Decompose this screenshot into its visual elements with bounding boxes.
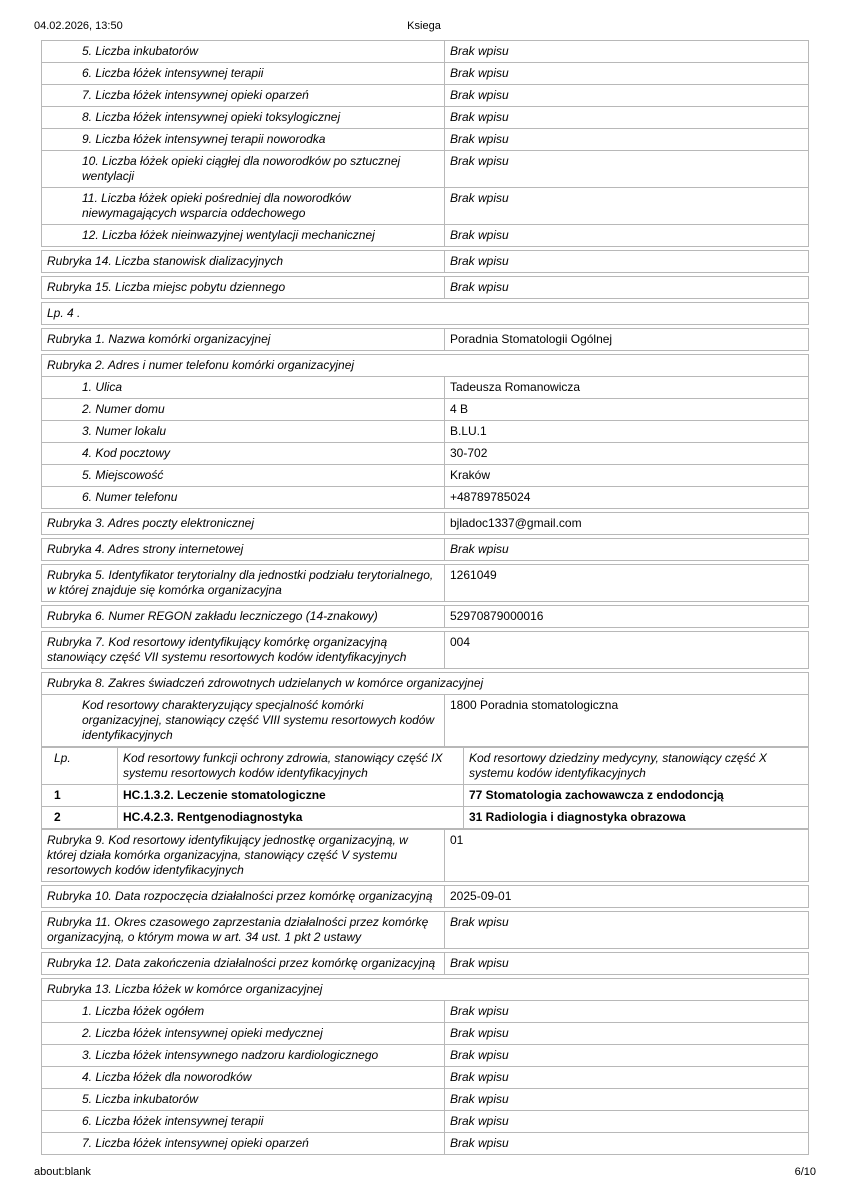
- field-value: Brak wpisu: [445, 107, 809, 129]
- field-label: Kod resortowy charakteryzujący specjalność komórki organizacyjnej, stanowiący część VIII systemu resortowych kodów identyfikacyjnych: [42, 695, 445, 747]
- field-row: [42, 151, 809, 188]
- field-label: Rubryka 5. Identyfikator terytorialny dla jednostki podziału terytorialnego, w której znajduje się komórka organizacyjna: [42, 565, 445, 602]
- field-label: 1. Liczba łóżek ogółem: [42, 1001, 445, 1023]
- services-row-lp: 2: [42, 807, 118, 829]
- field-row: [42, 399, 809, 421]
- field-label: Rubryka 4. Adres strony internetowej: [42, 539, 445, 561]
- field-row: [42, 41, 809, 63]
- field-row: [42, 487, 809, 509]
- field-row: [42, 251, 809, 273]
- field-label: 11. Liczba łóżek opieki pośredniej dla noworodków niewymagających wsparcia oddechowego: [42, 188, 445, 225]
- field-row: [42, 1133, 809, 1155]
- page-number: 6/10: [794, 1166, 816, 1178]
- field-label: Rubryka 3. Adres poczty elektronicznej: [42, 513, 445, 535]
- field-label: 2. Numer domu: [42, 399, 445, 421]
- field-value: Brak wpisu: [445, 1089, 809, 1111]
- field-value: Tadeusza Romanowicza: [445, 377, 809, 399]
- services-header-lp: Lp.: [42, 748, 118, 785]
- field-label: 5. Liczba inkubatorów: [42, 41, 445, 63]
- section-header-row: [42, 355, 809, 377]
- field-row: [42, 830, 809, 882]
- field-row: [42, 377, 809, 399]
- register-document: [41, 40, 808, 1155]
- field-value: B.LU.1: [445, 421, 809, 443]
- services-row-function: HC.1.3.2. Leczenie stomatologiczne: [118, 785, 464, 807]
- field-row: [42, 63, 809, 85]
- services-row-function: HC.4.2.3. Rentgenodiagnostyka: [118, 807, 464, 829]
- field-value: bjladoc1337@gmail.com: [445, 513, 809, 535]
- field-label: 3. Numer lokalu: [42, 421, 445, 443]
- field-label: 1. Ulica: [42, 377, 445, 399]
- services-table: [41, 747, 809, 829]
- field-value: Brak wpisu: [445, 225, 809, 247]
- field-row: [42, 129, 809, 151]
- register-table-bottom: [41, 829, 809, 1155]
- field-row: [42, 1089, 809, 1111]
- field-label: 7. Liczba łóżek intensywnej opieki oparzeń: [42, 1133, 445, 1155]
- section-title: Lp. 4 .: [42, 303, 809, 325]
- section-header-row: [42, 673, 809, 695]
- field-row: [42, 443, 809, 465]
- field-value: Brak wpisu: [445, 1023, 809, 1045]
- services-header-medicine-code: Kod resortowy dziedziny medycyny, stanowiący część X systemu kodów identyfikacyjnych: [464, 748, 809, 785]
- field-label: 4. Liczba łóżek dla noworodków: [42, 1067, 445, 1089]
- field-value: Brak wpisu: [445, 277, 809, 299]
- field-value: Brak wpisu: [445, 85, 809, 107]
- field-row: [42, 1023, 809, 1045]
- section-title: Rubryka 2. Adres i numer telefonu komórki organizacyjnej: [42, 355, 809, 377]
- field-label: Rubryka 14. Liczba stanowisk dializacyjnych: [42, 251, 445, 273]
- section-header-row: [42, 979, 809, 1001]
- field-value: Brak wpisu: [445, 953, 809, 975]
- field-label: 3. Liczba łóżek intensywnego nadzoru kardiologicznego: [42, 1045, 445, 1067]
- field-label: 5. Miejscowość: [42, 465, 445, 487]
- field-value: Brak wpisu: [445, 1133, 809, 1155]
- services-row: [42, 807, 809, 829]
- field-row: [42, 1067, 809, 1089]
- field-row: [42, 85, 809, 107]
- field-label: 4. Kod pocztowy: [42, 443, 445, 465]
- field-value: 2025-09-01: [445, 886, 809, 908]
- field-label: Rubryka 7. Kod resortowy identyfikujący komórkę organizacyjną stanowiący część VII systemu resortowych kodów identyfikacyjnych: [42, 632, 445, 669]
- field-value: 004: [445, 632, 809, 669]
- field-value: Brak wpisu: [445, 251, 809, 273]
- field-value: 4 B: [445, 399, 809, 421]
- field-label: 12. Liczba łóżek nieinwazyjnej wentylacji mechanicznej: [42, 225, 445, 247]
- field-value: 52970879000016: [445, 606, 809, 628]
- services-header-function-code: Kod resortowy funkcji ochrony zdrowia, stanowiący część IX systemu resortowych kodów identyfikacyjnych: [118, 748, 464, 785]
- field-row: [42, 695, 809, 747]
- field-value: Brak wpisu: [445, 151, 809, 188]
- field-label: 6. Liczba łóżek intensywnej terapii: [42, 63, 445, 85]
- field-row: [42, 539, 809, 561]
- field-label: 9. Liczba łóżek intensywnej terapii noworodka: [42, 129, 445, 151]
- field-label: Rubryka 10. Data rozpoczęcia działalności przez komórkę organizacyjną: [42, 886, 445, 908]
- field-row: [42, 421, 809, 443]
- field-label: Rubryka 12. Data zakończenia działalności przez komórkę organizacyjną: [42, 953, 445, 975]
- field-value: Brak wpisu: [445, 188, 809, 225]
- field-value: Brak wpisu: [445, 1067, 809, 1089]
- field-value: +48789785024: [445, 487, 809, 509]
- field-row: [42, 513, 809, 535]
- services-row: [42, 785, 809, 807]
- services-header-row: [42, 748, 809, 785]
- field-label: 5. Liczba inkubatorów: [42, 1089, 445, 1111]
- section-title: Rubryka 13. Liczba łóżek w komórce organizacyjnej: [42, 979, 809, 1001]
- field-label: Rubryka 6. Numer REGON zakładu leczniczego (14-znakowy): [42, 606, 445, 628]
- field-value: 01: [445, 830, 809, 882]
- field-label: 6. Liczba łóżek intensywnej terapii: [42, 1111, 445, 1133]
- field-label: 10. Liczba łóżek opieki ciągłej dla noworodków po sztucznej wentylacji: [42, 151, 445, 188]
- field-row: [42, 277, 809, 299]
- field-label: 8. Liczba łóżek intensywnej opieki toksylogicznej: [42, 107, 445, 129]
- field-value: Brak wpisu: [445, 912, 809, 949]
- field-label: Rubryka 9. Kod resortowy identyfikujący jednostkę organizacyjną, w której działa komórka organizacyjna, stanowiący część V systemu resortowych kodów identyfikacyjnych: [42, 830, 445, 882]
- services-row-medicine: 77 Stomatologia zachowawcza z endodoncją: [464, 785, 809, 807]
- field-label: Rubryka 1. Nazwa komórki organizacyjnej: [42, 329, 445, 351]
- field-row: [42, 225, 809, 247]
- field-value: 30-702: [445, 443, 809, 465]
- field-value: Brak wpisu: [445, 63, 809, 85]
- field-row: [42, 606, 809, 628]
- field-label: 7. Liczba łóżek intensywnej opieki oparzeń: [42, 85, 445, 107]
- field-row: [42, 107, 809, 129]
- field-value: Brak wpisu: [445, 539, 809, 561]
- field-label: 6. Numer telefonu: [42, 487, 445, 509]
- field-value: Kraków: [445, 465, 809, 487]
- section-title: Rubryka 8. Zakres świadczeń zdrowotnych udzielanych w komórce organizacyjnej: [42, 673, 809, 695]
- field-label: Rubryka 15. Liczba miejsc pobytu dziennego: [42, 277, 445, 299]
- field-row: [42, 912, 809, 949]
- print-datetime: 04.02.2026, 13:50: [34, 20, 123, 32]
- footer-url: about:blank: [34, 1166, 91, 1178]
- register-table-top: [41, 40, 809, 747]
- section-header-row: [42, 303, 809, 325]
- field-row: [42, 465, 809, 487]
- field-value: 1261049: [445, 565, 809, 602]
- field-row: [42, 953, 809, 975]
- services-row-lp: 1: [42, 785, 118, 807]
- field-row: [42, 565, 809, 602]
- field-value: Brak wpisu: [445, 1001, 809, 1023]
- field-row: [42, 886, 809, 908]
- field-value: Brak wpisu: [445, 41, 809, 63]
- field-label: 2. Liczba łóżek intensywnej opieki medycznej: [42, 1023, 445, 1045]
- field-row: [42, 1045, 809, 1067]
- field-row: [42, 632, 809, 669]
- field-label: Rubryka 11. Okres czasowego zaprzestania działalności przez komórkę organizacyjną, o którym mowa w art. 34 ust. 1 pkt 2 ustawy: [42, 912, 445, 949]
- field-row: [42, 1111, 809, 1133]
- services-row-medicine: 31 Radiologia i diagnostyka obrazowa: [464, 807, 809, 829]
- field-value: 1800 Poradnia stomatologiczna: [445, 695, 809, 747]
- field-value: Brak wpisu: [445, 1045, 809, 1067]
- field-row: [42, 329, 809, 351]
- field-row: [42, 1001, 809, 1023]
- field-value: Brak wpisu: [445, 1111, 809, 1133]
- field-value: Poradnia Stomatologii Ogólnej: [445, 329, 809, 351]
- field-value: Brak wpisu: [445, 129, 809, 151]
- page-title: Ksiega: [407, 20, 441, 32]
- field-row: [42, 188, 809, 225]
